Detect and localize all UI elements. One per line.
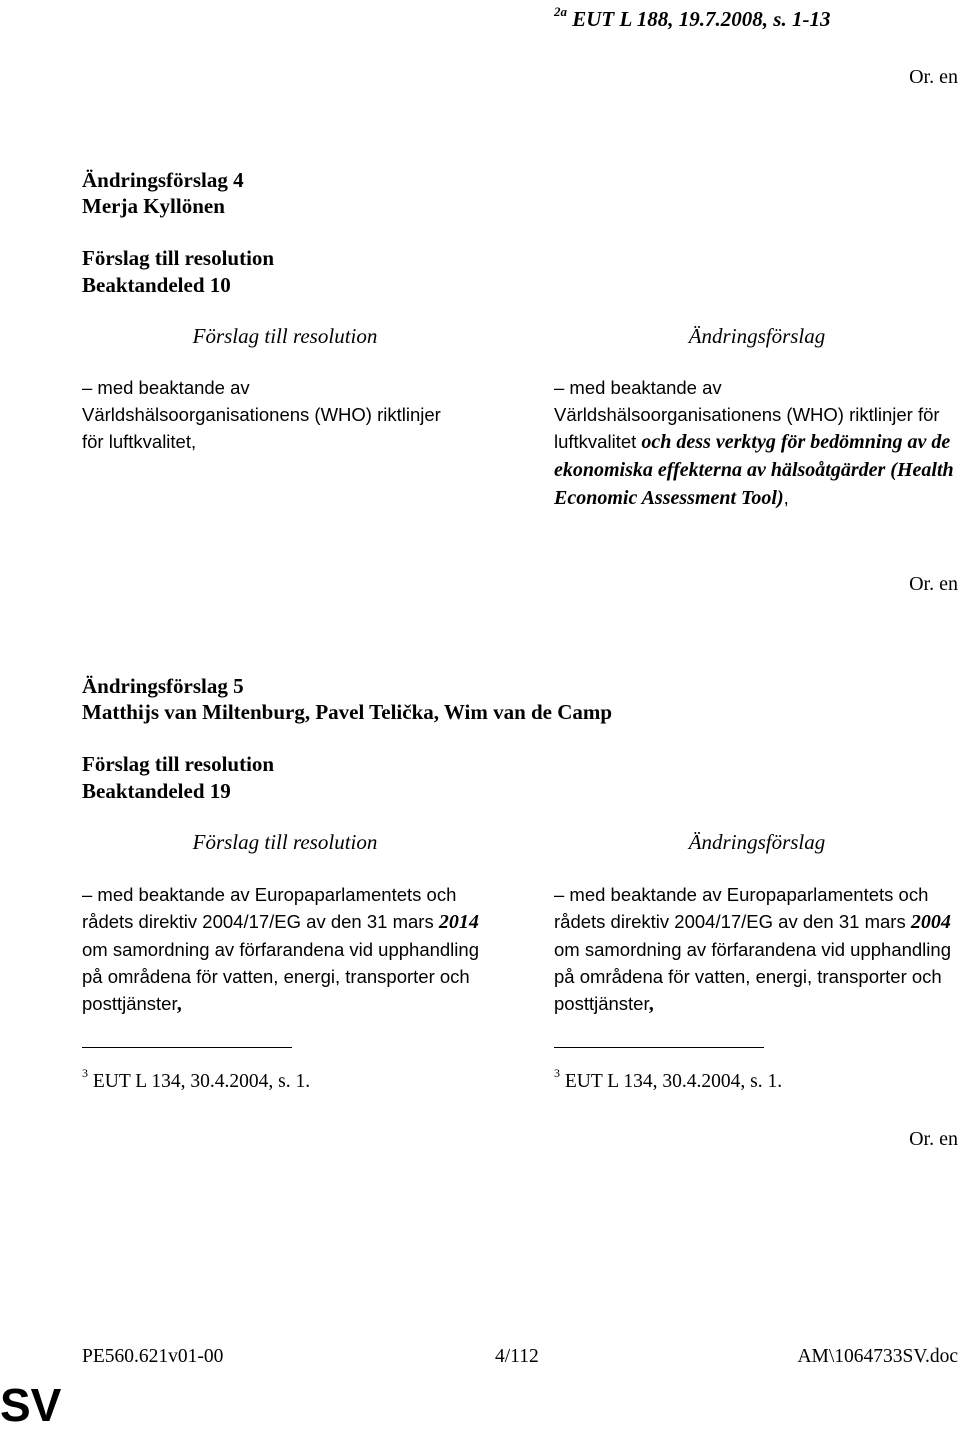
amendment-4-right-heading: Ändringsförslag — [688, 324, 826, 348]
amendment-4-author: Merja Kyllönen — [82, 194, 225, 218]
amendment-5-left-heading: Förslag till resolution — [192, 830, 378, 854]
footnote-separator-right — [554, 1047, 764, 1048]
amendment-4-recital: Beaktandeled 10 — [82, 273, 231, 297]
amendment-5-right-heading: Ändringsförslag — [688, 830, 826, 854]
original-language-label-2: Or. en — [909, 573, 958, 595]
amendment-5-title: Ändringsförslag 5 — [82, 674, 244, 698]
amendment-4-proposal: Förslag till resolution — [82, 246, 275, 270]
amendment-5-authors: Matthijs van Miltenburg, Pavel Telička, Wim van de Camp — [82, 700, 613, 724]
footer-file-name: AM\1064733SV.doc — [797, 1346, 958, 1367]
amendment-4-change: och dess verktyg för bedömning av de ekonomiska effekterna av hälsoåtgärder (Health Economic Assessment Tool) — [554, 431, 954, 509]
amendment-5-amended-text: – med beaktande av Europaparlamentets och rådets direktiv 2004/17/EG av den 31 mars 2004 om samordning av förfarandena vid upphandling på områdena för vatten, energi, transporter och posttjänster, — [554, 884, 951, 1015]
footer-page-number: 4/112 — [495, 1346, 539, 1367]
original-language-label: Or. en — [909, 66, 958, 88]
amendment-5-recital: Beaktandeled 19 — [82, 779, 231, 803]
amendment-5-original-text: – med beaktande av Europaparlamentets och rådets direktiv 2004/17/EG av den 31 mars 2014 om samordning av förfarandena vid upphandling på områdena för vatten, energi, transporter och posttjänster, — [82, 884, 479, 1015]
footnote-right: $^3$ EUT L 134, 30.4.2004, s. 1. — [554, 1066, 783, 1092]
amendment-4-amended-text: – med beaktande av Världshälsoorganisationens (WHO) riktlinjer för luftkvalitet och dess verktyg för bedömning av de ekonomiska effekterna av hälsoåtgärder (Health Economic Assessment Tool), — [554, 377, 954, 509]
amendment-4-title: Ändringsförslag 4 — [82, 168, 244, 192]
amendment-5-original-year: 2014 — [438, 911, 479, 933]
reference-text: EUT L 188, 19.7.2008, s. 1-13 — [572, 7, 831, 31]
amendment-5-amended-year: 2004 — [910, 911, 951, 933]
top-reference: $^{2a}$ EUT L 188, 19.7.2008, s. 1-13 — [554, 4, 831, 31]
original-language-label-3: Or. en — [909, 1128, 958, 1150]
amendment-4-left-heading: Förslag till resolution — [192, 324, 378, 348]
amendment-4-original-text: – med beaktande av Världshälsoorganisationens (WHO) riktlinjer för luftkvalitet, — [82, 377, 441, 452]
language-code: SV — [0, 1379, 62, 1431]
footer-document-reference: PE560.621v01-00 — [82, 1346, 224, 1367]
footnote-left: $^3$ EUT L 134, 30.4.2004, s. 1. — [82, 1066, 311, 1092]
amendment-5-proposal: Förslag till resolution — [82, 752, 275, 776]
footnote-separator-left — [82, 1047, 292, 1048]
